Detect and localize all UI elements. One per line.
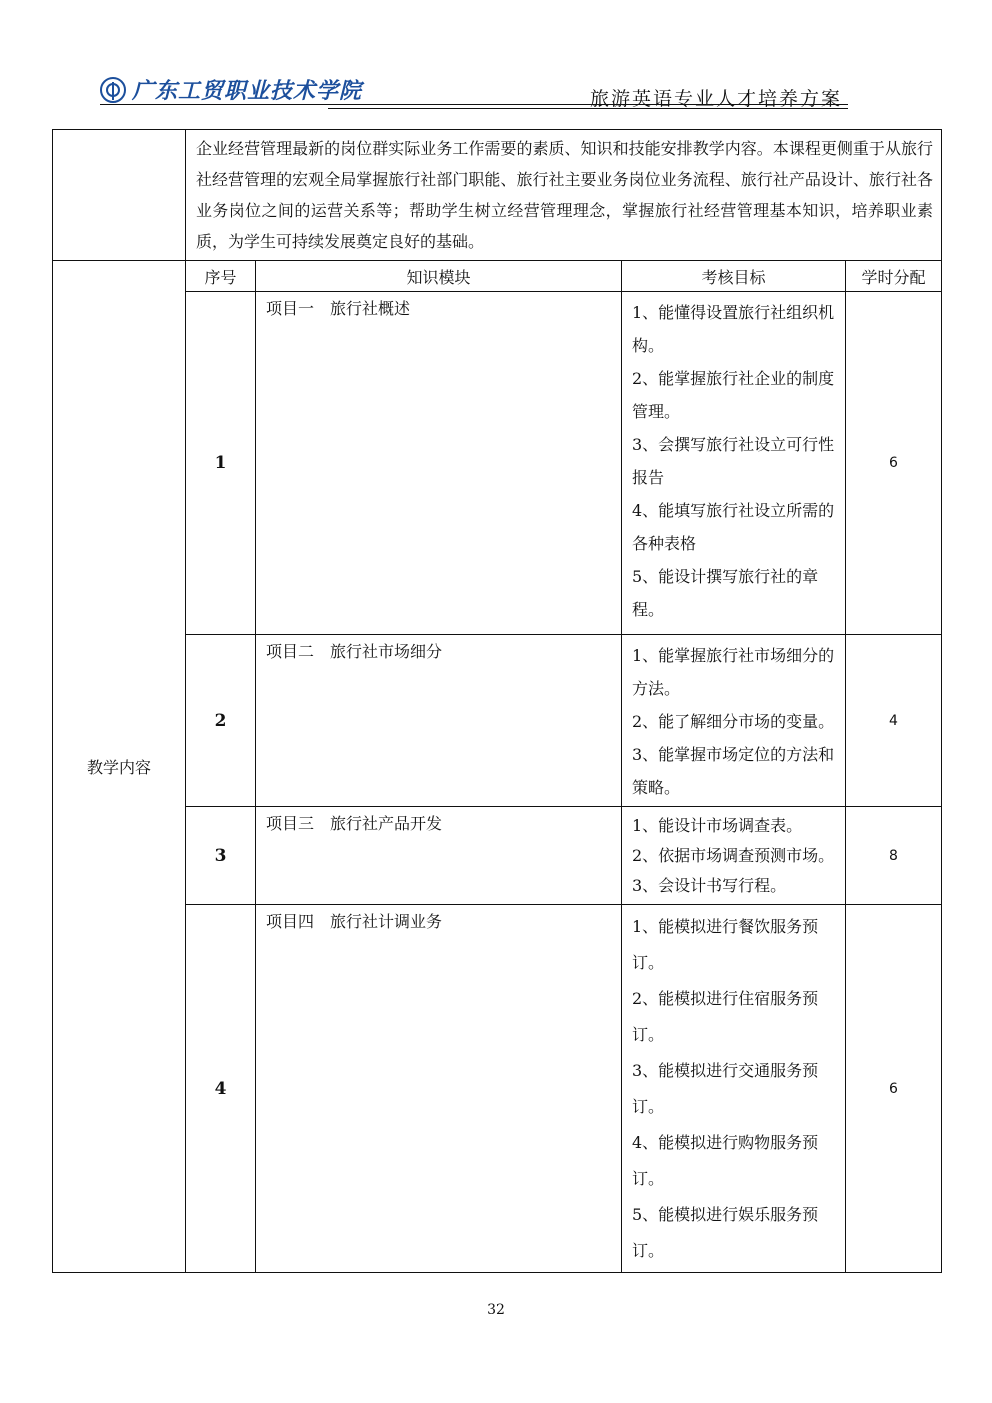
row-hours: 8 — [846, 807, 942, 905]
header-rule — [100, 104, 848, 105]
row-hours: 4 — [846, 635, 942, 807]
row-hours: 6 — [846, 905, 942, 1273]
course-content-table — [52, 129, 942, 1273]
intro-label-cell — [53, 130, 186, 261]
row-seq: 1 — [186, 292, 256, 635]
row-module: 项目一 旅行社概述 — [256, 292, 622, 635]
target-item: 1、能模拟进行餐饮服务预订。 — [632, 917, 819, 972]
college-name: 广东工贸职业技术学院 — [132, 78, 363, 104]
target-item: 2、依据市场调查预测市场。 — [632, 846, 835, 865]
table-row — [53, 635, 942, 807]
target-item: 1、能懂得设置旅行社组织机构。 — [632, 303, 835, 355]
target-item: 3、会撰写旅行社设立可行性报告 — [632, 435, 835, 487]
row-targets — [622, 905, 846, 1273]
college-emblem-icon — [100, 77, 126, 103]
target-item: 3、能模拟进行交通服务预订。 — [632, 1061, 819, 1116]
header-rule-secondary — [328, 108, 848, 109]
page-header — [100, 72, 848, 108]
row-targets — [622, 635, 846, 807]
row-seq: 2 — [186, 635, 256, 807]
table-row — [53, 807, 942, 905]
column-header-module: 知识模块 — [256, 261, 622, 292]
target-item: 2、能了解细分市场的变量。 — [632, 712, 835, 731]
college-logo — [100, 74, 362, 105]
column-header-seq: 序号 — [186, 261, 256, 292]
row-seq: 4 — [186, 905, 256, 1273]
row-seq: 3 — [186, 807, 256, 905]
section-label: 教学内容 — [53, 261, 186, 1273]
target-item: 3、能掌握市场定位的方法和策略。 — [632, 745, 835, 797]
row-module: 项目四 旅行社计调业务 — [256, 905, 622, 1273]
table-header-row — [53, 261, 942, 292]
column-header-hours: 学时分配 — [846, 261, 942, 292]
target-item: 5、能模拟进行娱乐服务预订。 — [632, 1205, 819, 1260]
target-item: 4、能填写旅行社设立所需的各种表格 — [632, 501, 835, 553]
table-row — [53, 905, 942, 1273]
row-module: 项目三 旅行社产品开发 — [256, 807, 622, 905]
column-header-target: 考核目标 — [622, 261, 846, 292]
target-item: 2、能掌握旅行社企业的制度管理。 — [632, 369, 835, 421]
row-targets — [622, 292, 846, 635]
table-row — [53, 292, 942, 635]
intro-row — [53, 130, 942, 261]
intro-text: 企业经营管理最新的岗位群实际业务工作需要的素质、知识和技能安排教学内容。本课程更侧重于从旅行社经营管理的宏观全局掌握旅行社部门职能、旅行社主要业务岗位业务流程、旅行社产品设计、旅行社各业务岗位之间的运营关系等；帮助学生树立经营管理理念，掌握旅行社经营管理基本知识，培养职业素质，为学生可持续发展奠定良好的基础。 — [186, 130, 942, 261]
row-targets — [622, 807, 846, 905]
target-item: 2、能模拟进行住宿服务预订。 — [632, 989, 819, 1044]
target-item: 5、能设计撰写旅行社的章程。 — [632, 567, 819, 619]
target-item: 1、能掌握旅行社市场细分的方法。 — [632, 646, 835, 698]
target-item: 1、能设计市场调查表。 — [632, 816, 803, 835]
page-number: 32 — [487, 1302, 505, 1318]
target-item: 4、能模拟进行购物服务预订。 — [632, 1133, 819, 1188]
row-hours: 6 — [846, 292, 942, 635]
target-item: 3、会设计书写行程。 — [632, 876, 787, 895]
document-title: 旅游英语专业人才培养方案 — [589, 88, 842, 110]
row-module: 项目二 旅行社市场细分 — [256, 635, 622, 807]
